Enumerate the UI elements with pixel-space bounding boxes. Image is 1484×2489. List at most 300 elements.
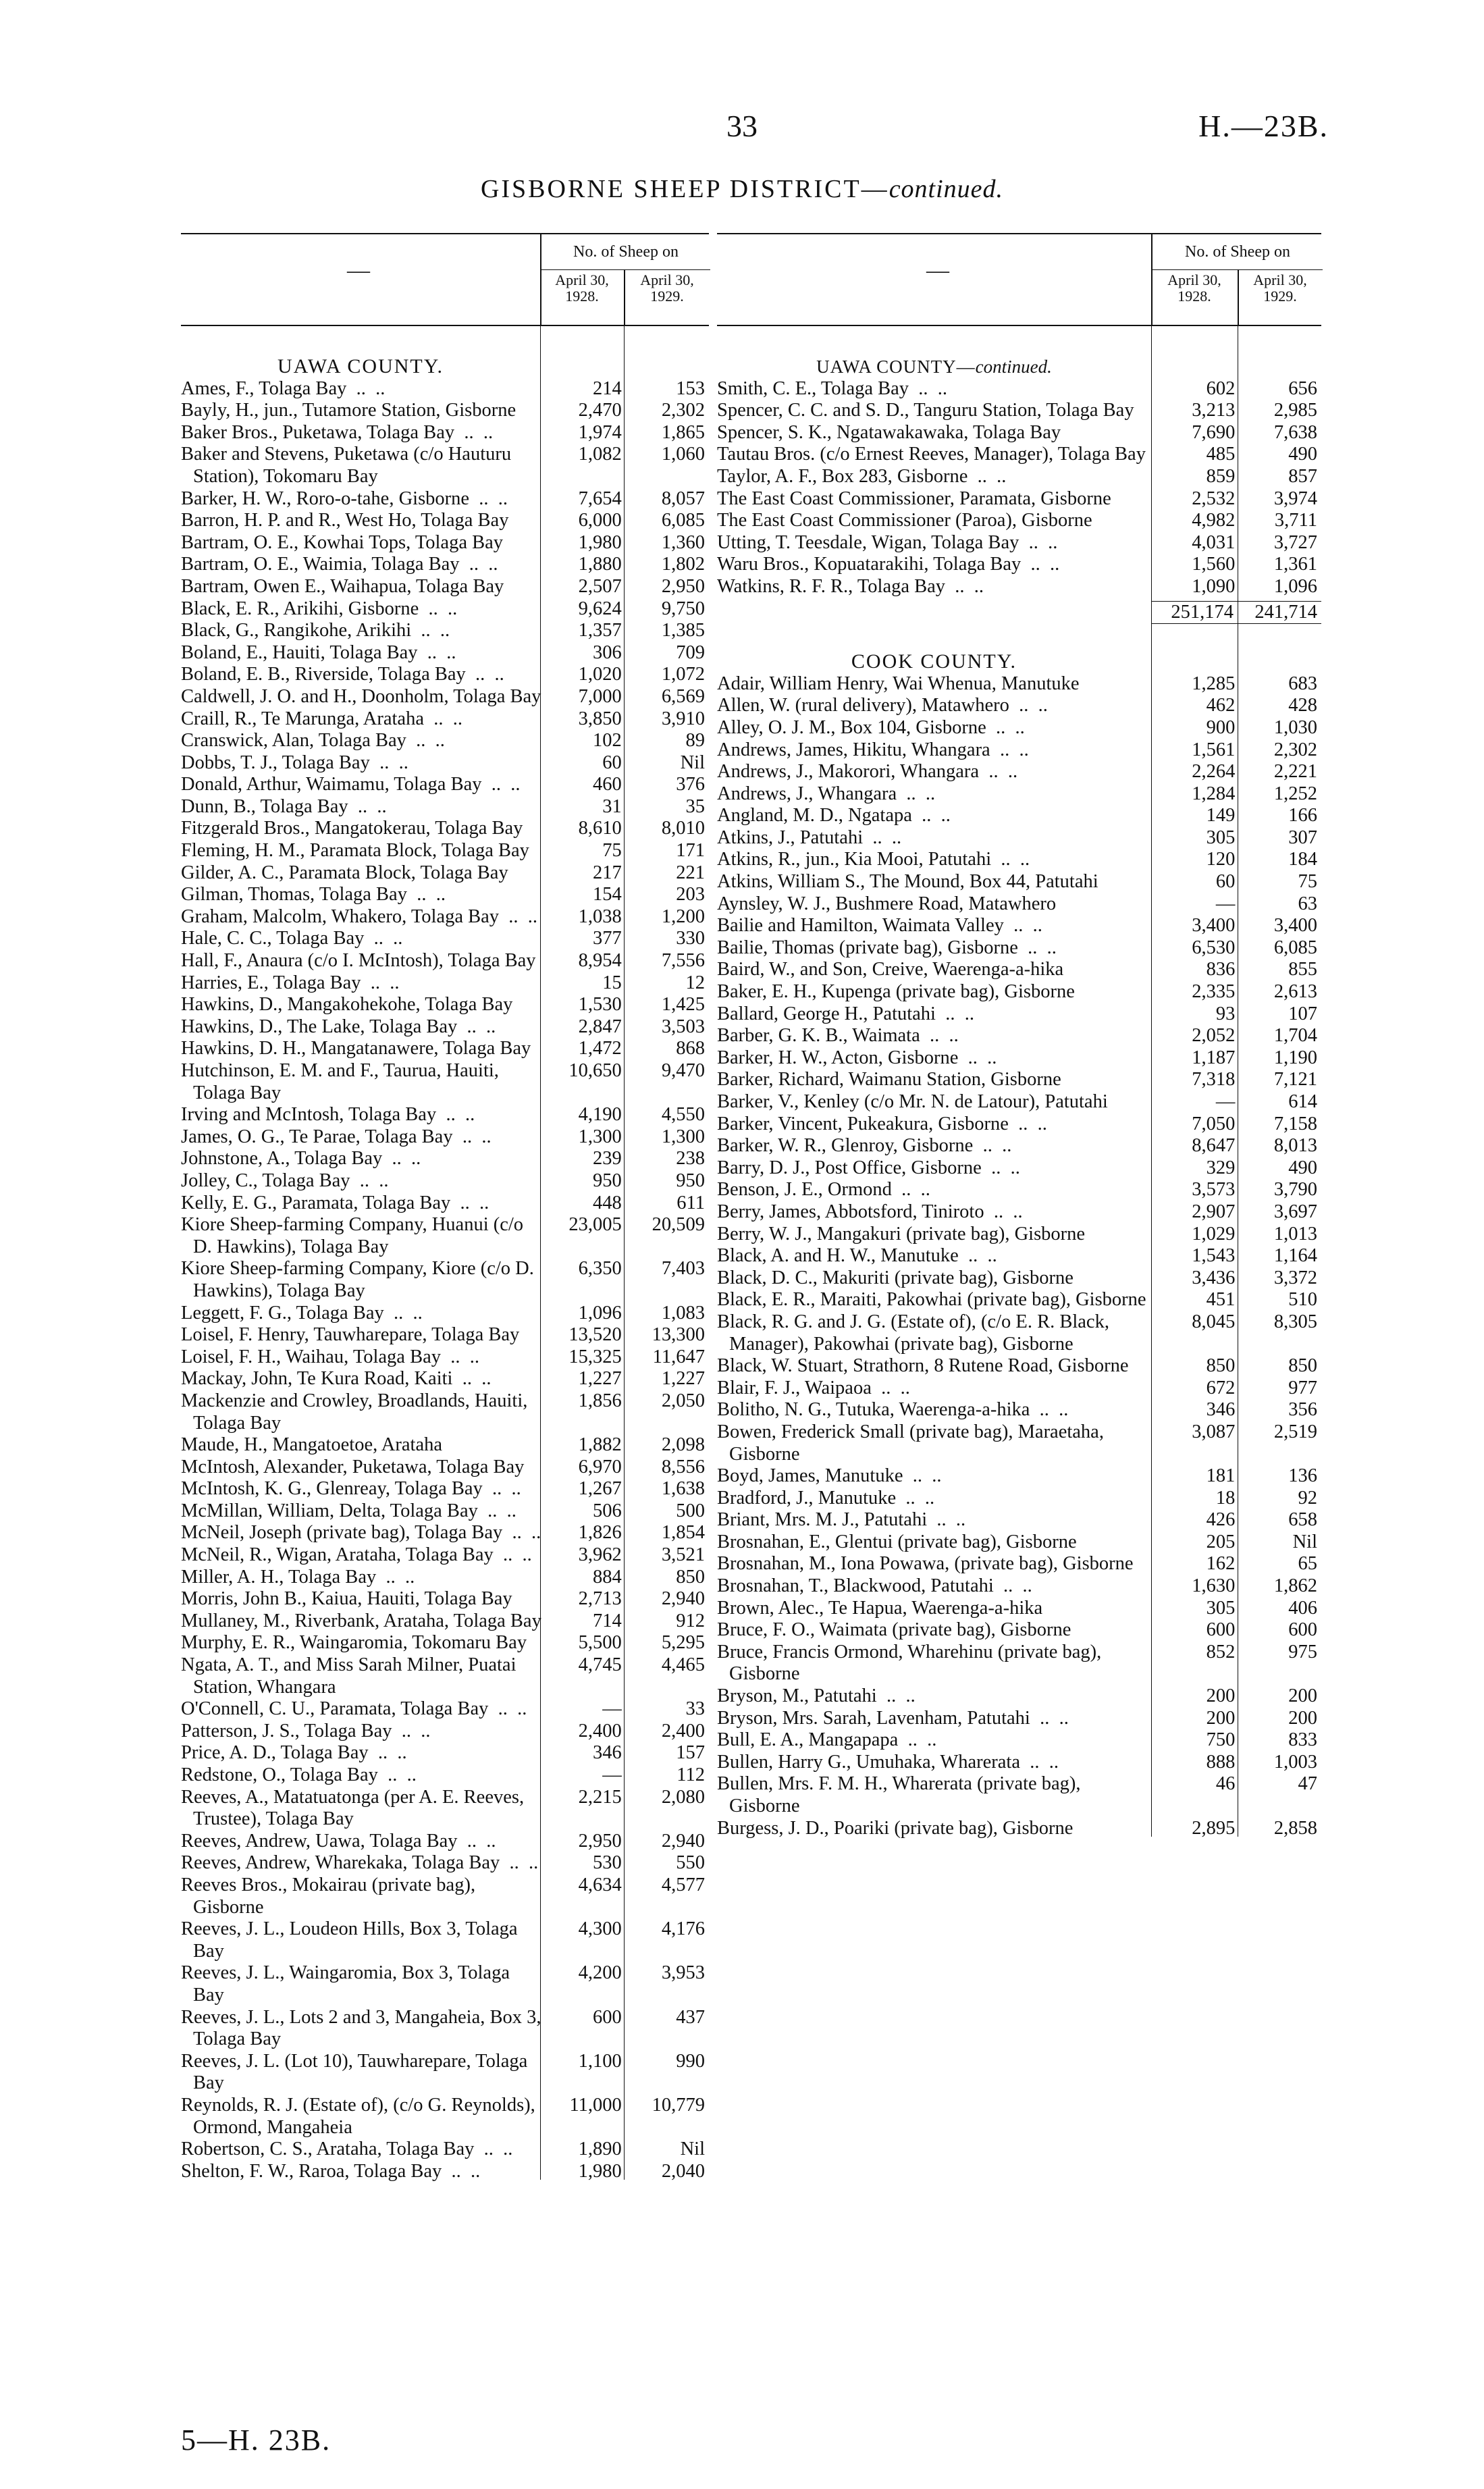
table-row bbox=[181, 752, 709, 775]
sheep-1928: 214 bbox=[593, 377, 622, 399]
table-row bbox=[717, 827, 1321, 849]
sheep-1929: 3,711 bbox=[1274, 510, 1317, 531]
sheep-1928: 75 bbox=[602, 840, 622, 862]
sheep-1928: 448 bbox=[593, 1192, 622, 1213]
owner-name: Atkins, William S., The Mound, Box 44, Patutahi bbox=[717, 871, 1098, 893]
sheep-1929: 136 bbox=[1288, 1465, 1317, 1487]
sheep-1929: 3,372 bbox=[1273, 1267, 1317, 1288]
sheep-1929: 33 bbox=[685, 1698, 705, 1720]
table-row bbox=[717, 1355, 1321, 1378]
table-row bbox=[717, 1267, 1321, 1290]
owner-name: Bruce, Francis Ormond, Wharehinu (private bag), Gisborne bbox=[717, 1641, 1102, 1685]
sheep-1928: 217 bbox=[593, 862, 622, 883]
sheep-1929: 92 bbox=[1298, 1487, 1317, 1509]
table-row bbox=[181, 444, 709, 488]
sheep-1928: 3,087 bbox=[1192, 1421, 1236, 1442]
sheep-1929: 5,295 bbox=[661, 1632, 705, 1654]
table-row bbox=[181, 1368, 709, 1390]
table-row bbox=[181, 906, 709, 928]
table-row bbox=[181, 532, 709, 554]
sheep-1928: 600 bbox=[1206, 1619, 1236, 1641]
owner-name: Dunn, B., Tolaga Bay .. .. bbox=[181, 795, 387, 817]
sheep-1928: 3,213 bbox=[1192, 400, 1236, 421]
total-1928: 251,174 bbox=[1171, 601, 1234, 623]
owner-name: Shelton, F. W., Raroa, Tolaga Bay .. .. bbox=[181, 2160, 481, 2182]
sheep-1929: 990 bbox=[676, 2050, 705, 2072]
table-row bbox=[181, 1434, 709, 1457]
sheep-1929: 2,080 bbox=[661, 1786, 705, 1808]
table-row bbox=[717, 783, 1321, 806]
owner-name: Mackay, John, Te Kura Road, Kaiti .. .. bbox=[181, 1368, 492, 1390]
sheep-1928: 346 bbox=[593, 1742, 622, 1764]
sheep-1928: 4,982 bbox=[1192, 510, 1236, 531]
owner-name: Reeves, J. L., Loudeon Hills, Box 3, Tolaga Bay bbox=[181, 1918, 518, 1962]
table-row bbox=[717, 400, 1321, 422]
owner-name: The East Coast Commissioner (Paroa), Gisborne bbox=[717, 510, 1092, 531]
table-row bbox=[181, 730, 709, 752]
owner-name: Waru Bros., Kopuatarakihi, Tolaga Bay .. .. bbox=[717, 554, 1060, 575]
sheep-1928: 2,532 bbox=[1192, 488, 1236, 509]
sheep-1928: 1,357 bbox=[578, 620, 622, 641]
document-reference: H.—23B. bbox=[1198, 109, 1329, 143]
owner-name: Andrews, J., Whangara .. .. bbox=[717, 783, 936, 804]
sheep-1929: 2,400 bbox=[661, 1720, 705, 1741]
table-row bbox=[717, 1289, 1321, 1311]
table-row bbox=[181, 1500, 709, 1523]
sheep-1928: 1,560 bbox=[1192, 554, 1236, 575]
owner-name: McMillan, William, Delta, Tolaga Bay .. .. bbox=[181, 1500, 516, 1521]
table-row bbox=[717, 739, 1321, 762]
table-row bbox=[717, 1157, 1321, 1180]
table-row bbox=[717, 1069, 1321, 1091]
sheep-1928: 888 bbox=[1206, 1751, 1236, 1773]
owner-name: Craill, R., Te Marunga, Arataha .. .. bbox=[181, 708, 462, 729]
sheep-1928: 714 bbox=[593, 1610, 622, 1631]
sheep-1929: 8,305 bbox=[1273, 1311, 1317, 1332]
table-row bbox=[717, 422, 1321, 444]
sheep-1928: 4,190 bbox=[578, 1104, 622, 1126]
table-row bbox=[181, 1016, 709, 1039]
sheep-1928: 4,300 bbox=[578, 1918, 622, 1940]
sheep-1929: 35 bbox=[685, 795, 705, 817]
table-row bbox=[717, 444, 1321, 466]
sheep-1928: 10,650 bbox=[568, 1060, 622, 1081]
table-row bbox=[181, 1038, 709, 1060]
owner-name: Ngata, A. T., and Miss Sarah Milner, Puatai Station, Whangara bbox=[181, 1654, 516, 1698]
sheep-1928: 1,890 bbox=[578, 2139, 622, 2160]
sheep-1929: 868 bbox=[676, 1038, 705, 1059]
table-row bbox=[717, 915, 1321, 937]
sheep-1929: 65 bbox=[1298, 1553, 1317, 1575]
table-row bbox=[717, 1598, 1321, 1620]
sheep-1929: 4,465 bbox=[661, 1654, 705, 1676]
table-row bbox=[717, 805, 1321, 827]
table-row bbox=[181, 642, 709, 664]
sheep-1929: 3,910 bbox=[661, 708, 705, 729]
table-row bbox=[717, 1729, 1321, 1752]
sheep-1928: 1,561 bbox=[1192, 739, 1236, 760]
table-row bbox=[181, 2139, 709, 2161]
owner-name: Smith, C. E., Tolaga Bay .. .. bbox=[717, 377, 948, 399]
owner-name: Barry, D. J., Post Office, Gisborne .. .. bbox=[717, 1157, 1020, 1178]
sheep-1929: 833 bbox=[1288, 1729, 1317, 1751]
sheep-1929: 1,638 bbox=[661, 1478, 705, 1500]
owner-name: Cranswick, Alan, Tolaga Bay .. .. bbox=[181, 730, 445, 752]
sheep-1928: 15,325 bbox=[568, 1346, 622, 1367]
owner-name: Reeves, Andrew, Wharekaka, Tolaga Bay .. .. bbox=[181, 1852, 539, 1874]
sheep-1928: 2,335 bbox=[1192, 981, 1236, 1003]
sheep-1929: 428 bbox=[1288, 695, 1317, 716]
sheep-1929: 221 bbox=[676, 862, 705, 883]
owner-name: Allen, W. (rural delivery), Matawhero .. .. bbox=[717, 695, 1048, 716]
sheep-1928: 1,880 bbox=[578, 554, 622, 575]
table-row bbox=[181, 950, 709, 972]
owner-name: Bailie, Thomas (private bag), Gisborne .. .. bbox=[717, 937, 1057, 958]
uawa-continued-heading-suffix: continued. bbox=[975, 357, 1052, 377]
table-row bbox=[181, 1522, 709, 1544]
sheep-1929: 8,013 bbox=[1273, 1135, 1317, 1157]
owner-name: Barber, G. K. B., Waimata .. .. bbox=[717, 1025, 959, 1047]
sheep-1928: 13,520 bbox=[568, 1324, 622, 1346]
owner-name: O'Connell, C. U., Paramata, Tolaga Bay .. .. bbox=[181, 1698, 527, 1720]
sheep-1928: 2,215 bbox=[578, 1786, 622, 1808]
table-row bbox=[181, 400, 709, 422]
sheep-1928: 9,624 bbox=[578, 598, 622, 619]
table-row bbox=[181, 1193, 709, 1215]
owner-name: Bruce, F. O., Waimata (private bag), Gisborne bbox=[717, 1619, 1071, 1641]
sheep-1928: 6,970 bbox=[578, 1456, 622, 1477]
owner-name: Bayly, H., jun., Tutamore Station, Gisborne bbox=[181, 400, 516, 421]
table-row bbox=[717, 1114, 1321, 1136]
owner-name: Hutchinson, E. M. and F., Taurua, Hauiti, Tolaga Bay bbox=[181, 1060, 499, 1103]
sheep-1929: 171 bbox=[676, 840, 705, 862]
table-row bbox=[181, 2051, 709, 2095]
sheep-1929: 850 bbox=[1288, 1355, 1317, 1377]
uawa-county-continued-heading bbox=[717, 356, 1151, 378]
sheep-1929: 500 bbox=[676, 1500, 705, 1521]
owner-name: Black, E. R., Maraiti, Pakowhai (private bag), Gisborne bbox=[717, 1289, 1146, 1311]
table-row bbox=[717, 1818, 1321, 1840]
owner-name: Baker Bros., Puketawa, Tolaga Bay .. .. bbox=[181, 421, 494, 443]
owner-name: Irving and McIntosh, Tolaga Bay .. .. bbox=[181, 1104, 475, 1126]
sheep-1929: 2,950 bbox=[661, 575, 705, 597]
owner-name: Taylor, A. F., Box 283, Gisborne .. .. bbox=[717, 465, 1007, 487]
table-row bbox=[181, 862, 709, 885]
sheep-1929: 3,521 bbox=[661, 1544, 705, 1566]
sheep-1928: 200 bbox=[1206, 1707, 1236, 1729]
owner-name: McNeil, Joseph (private bag), Tolaga Bay .. .. bbox=[181, 1522, 541, 1544]
sheep-1929: 1,802 bbox=[661, 554, 705, 575]
sheep-1929: 6,085 bbox=[1273, 937, 1317, 958]
owner-name: Hall, F., Anaura (c/o I. McIntosh), Tolaga Bay bbox=[181, 950, 536, 972]
table-row bbox=[717, 1421, 1321, 1465]
sheep-1928: 884 bbox=[593, 1566, 622, 1588]
sheep-1929: 1,252 bbox=[1273, 783, 1317, 804]
uawa-county-heading: UAWA COUNTY. bbox=[277, 355, 444, 377]
table-row bbox=[717, 959, 1321, 981]
sheep-1929: 1,164 bbox=[1273, 1245, 1317, 1267]
sheep-1929: 1,300 bbox=[661, 1126, 705, 1147]
sheep-1928: 120 bbox=[1206, 849, 1236, 870]
table-row bbox=[181, 1721, 709, 1743]
owner-name: Reeves, Andrew, Uawa, Tolaga Bay .. .. bbox=[181, 1830, 496, 1852]
sheep-1928: 1,530 bbox=[578, 994, 622, 1016]
sheep-1929: 4,577 bbox=[661, 1874, 705, 1895]
page-number: 33 bbox=[726, 109, 758, 143]
sheep-1928: 1,284 bbox=[1192, 783, 1236, 804]
sheep-1929: 112 bbox=[677, 1764, 705, 1785]
sheep-1929: 3,503 bbox=[661, 1016, 705, 1037]
owner-name: Gilman, Thomas, Tolaga Bay .. .. bbox=[181, 884, 446, 906]
sheep-1929: 63 bbox=[1298, 893, 1317, 914]
table-row bbox=[717, 1553, 1321, 1575]
owner-name: Caldwell, J. O. and H., Doonholm, Tolaga Bay bbox=[181, 685, 541, 707]
table-row bbox=[717, 893, 1321, 916]
sheep-1929: 2,519 bbox=[1273, 1421, 1317, 1442]
sheep-1928: 60 bbox=[602, 752, 622, 773]
table-row bbox=[717, 1575, 1321, 1598]
table-row bbox=[181, 1632, 709, 1654]
sheep-1929: 490 bbox=[1288, 1157, 1317, 1178]
table-row bbox=[181, 576, 709, 598]
owner-name: Bryson, M., Patutahi .. .. bbox=[717, 1685, 916, 1707]
table-row bbox=[717, 1488, 1321, 1510]
sheep-1928: 7,654 bbox=[578, 488, 622, 509]
table-row bbox=[717, 1619, 1321, 1642]
left-header-sheep-on: No. of Sheep on bbox=[540, 234, 710, 270]
sheep-1929: 12 bbox=[685, 972, 705, 993]
sheep-1928: 11,000 bbox=[569, 2094, 622, 2116]
sheep-1928: 46 bbox=[1215, 1773, 1236, 1795]
sheep-1929: 1,385 bbox=[661, 620, 705, 641]
sheep-1928: 1,856 bbox=[578, 1390, 622, 1411]
owner-name: Atkins, R., jun., Kia Mooi, Patutahi .. .. bbox=[717, 849, 1030, 870]
owner-name: Bullen, Harry G., Umuhaka, Wharerata .. .. bbox=[717, 1751, 1059, 1773]
sheep-1928: 1,187 bbox=[1192, 1047, 1236, 1068]
table-row bbox=[181, 1588, 709, 1610]
sheep-1929: 2,302 bbox=[1273, 739, 1317, 760]
sheep-1928: 506 bbox=[593, 1500, 622, 1521]
sheep-1928: 239 bbox=[593, 1148, 622, 1170]
sheep-1928: 200 bbox=[1206, 1685, 1236, 1707]
table-row bbox=[717, 1531, 1321, 1554]
sheep-1929: 614 bbox=[1288, 1091, 1317, 1112]
sheep-1928: 329 bbox=[1206, 1157, 1236, 1178]
table-row bbox=[181, 1742, 709, 1764]
sheep-1929: 1,190 bbox=[1273, 1047, 1317, 1068]
owner-name: Hawkins, D. H., Mangatanawere, Tolaga Bay bbox=[181, 1038, 531, 1059]
sheep-1928: 1,826 bbox=[578, 1522, 622, 1544]
table-row bbox=[181, 708, 709, 731]
sheep-1929: 3,974 bbox=[1273, 488, 1317, 509]
table-row bbox=[181, 422, 709, 444]
owner-name: Gilder, A. C., Paramata Block, Tolaga Bay bbox=[181, 862, 508, 883]
table-row bbox=[181, 598, 709, 621]
sheep-1929: 203 bbox=[676, 884, 705, 906]
sheep-1928: 900 bbox=[1206, 716, 1236, 738]
sheep-1928: 7,690 bbox=[1192, 421, 1236, 443]
sheep-1929: 1,096 bbox=[1273, 575, 1317, 597]
table-row bbox=[717, 1224, 1321, 1246]
table-row bbox=[181, 2095, 709, 2139]
sheep-1929: 1,227 bbox=[661, 1368, 705, 1390]
table-row bbox=[181, 1787, 709, 1831]
sheep-1928: 462 bbox=[1206, 695, 1236, 716]
table-row bbox=[717, 1642, 1321, 1685]
owner-name: Spencer, C. C. and S. D., Tanguru Station, Tolaga Bay bbox=[717, 400, 1134, 421]
table-row bbox=[181, 378, 709, 400]
table-row bbox=[181, 1544, 709, 1567]
sheep-1929: 1,072 bbox=[661, 664, 705, 685]
table-row bbox=[181, 664, 709, 686]
table-row bbox=[717, 1135, 1321, 1157]
sheep-1928: 7,000 bbox=[578, 685, 622, 707]
owner-name: Black, W. Stuart, Strathorn, 8 Rutene Road, Gisborne bbox=[717, 1355, 1129, 1377]
sheep-1928: 4,031 bbox=[1192, 531, 1236, 553]
owner-name: Burgess, J. D., Poariki (private bag), Gisborne bbox=[717, 1817, 1074, 1839]
owner-name: Reeves, J. L., Lots 2 and 3, Mangaheia, Box 3, Tolaga Bay bbox=[181, 2006, 541, 2050]
sheep-1928: 2,907 bbox=[1192, 1201, 1236, 1222]
table-row bbox=[717, 576, 1321, 598]
table-row bbox=[181, 510, 709, 532]
sheep-1928: 4,634 bbox=[578, 1874, 622, 1895]
table-row bbox=[181, 1831, 709, 1853]
sheep-1929: 9,750 bbox=[661, 598, 705, 619]
sheep-1928: — bbox=[602, 1698, 622, 1720]
page-footer: 5—H. 23B. bbox=[181, 2424, 332, 2457]
left-table bbox=[181, 233, 709, 2182]
owner-name: McIntosh, K. G., Glenreay, Tolaga Bay .. .. bbox=[181, 1478, 521, 1500]
sheep-1928: 1,029 bbox=[1192, 1223, 1236, 1244]
sheep-1929: 3,697 bbox=[1273, 1201, 1317, 1222]
sheep-1929: 8,556 bbox=[661, 1456, 705, 1477]
owner-name: Baker and Stevens, Puketawa (c/o Hauturu Station), Tokomaru Bay bbox=[181, 444, 512, 487]
owner-name: Hale, C. C., Tolaga Bay .. .. bbox=[181, 928, 403, 949]
table-row bbox=[717, 1399, 1321, 1421]
owner-name: Kelly, E. G., Paramata, Tolaga Bay .. .. bbox=[181, 1192, 489, 1213]
sheep-1929: 13,300 bbox=[652, 1324, 705, 1346]
sheep-1928: 8,610 bbox=[578, 818, 622, 839]
table-row bbox=[181, 1852, 709, 1875]
sheep-1928: 31 bbox=[602, 795, 622, 817]
owner-name: Atkins, J., Patutahi .. .. bbox=[717, 827, 902, 848]
sheep-1929: 157 bbox=[676, 1742, 705, 1764]
page-title bbox=[0, 174, 1484, 204]
left-header-col-1928: April 30, 1928. bbox=[555, 271, 609, 305]
owner-name: Fitzgerald Bros., Mangatokerau, Tolaga Bay bbox=[181, 818, 523, 839]
table-row bbox=[181, 1918, 709, 1962]
sheep-1928: 8,954 bbox=[578, 950, 622, 972]
table-row bbox=[181, 840, 709, 862]
sheep-1928: 602 bbox=[1206, 377, 1236, 399]
table-row bbox=[181, 488, 709, 510]
left-header-dash: — bbox=[347, 258, 370, 283]
sheep-1929: 10,779 bbox=[652, 2094, 705, 2116]
sheep-1929: 238 bbox=[676, 1148, 705, 1170]
sheep-1929: 330 bbox=[676, 928, 705, 949]
table-row bbox=[181, 1126, 709, 1149]
owner-name: Alley, O. J. M., Box 104, Gisborne .. .. bbox=[717, 716, 1025, 738]
sheep-1928: 18 bbox=[1215, 1487, 1236, 1509]
owner-name: Bartram, O. E., Kowhai Tops, Tolaga Bay bbox=[181, 531, 503, 553]
sheep-1928: 4,200 bbox=[578, 1962, 622, 1984]
sheep-1928: 2,264 bbox=[1192, 761, 1236, 783]
sheep-1929: 200 bbox=[1288, 1707, 1317, 1729]
table-row bbox=[181, 1324, 709, 1346]
sheep-1928: 1,882 bbox=[578, 1434, 622, 1456]
table-row bbox=[181, 1610, 709, 1633]
sheep-1928: — bbox=[1215, 893, 1236, 914]
sheep-1928: 8,045 bbox=[1192, 1311, 1236, 1332]
owner-name: Kiore Sheep-farming Company, Kiore (c/o D. Hawkins), Tolaga Bay bbox=[181, 1258, 534, 1301]
owner-name: Black, D. C., Makuriti (private bag), Gisborne bbox=[717, 1267, 1074, 1288]
left-table-body bbox=[181, 326, 709, 2182]
left-table-header bbox=[181, 233, 709, 326]
page-title-main: GISBORNE SHEEP DISTRICT— bbox=[480, 175, 889, 203]
table-row bbox=[717, 1025, 1321, 1047]
owner-name: Bartram, Owen E., Waihapua, Tolaga Bay bbox=[181, 575, 504, 597]
owner-name: Benson, J. E., Ormond .. .. bbox=[717, 1179, 930, 1201]
table-row bbox=[181, 1654, 709, 1698]
table-row bbox=[717, 1752, 1321, 1774]
table-row bbox=[717, 937, 1321, 960]
table-row bbox=[717, 981, 1321, 1003]
owner-name: Patterson, J. S., Tolaga Bay .. .. bbox=[181, 1720, 431, 1741]
sheep-1928: 4,745 bbox=[578, 1654, 622, 1676]
sheep-1929: 184 bbox=[1288, 849, 1317, 870]
owner-name: Bailie and Hamilton, Waimata Valley .. .. bbox=[717, 915, 1042, 937]
sheep-1928: 852 bbox=[1206, 1641, 1236, 1662]
table-row bbox=[717, 378, 1321, 400]
sheep-1929: 153 bbox=[676, 377, 705, 399]
owner-name: Robertson, C. S., Arataha, Tolaga Bay .. .. bbox=[181, 2139, 513, 2160]
sheep-1928: 1,090 bbox=[1192, 575, 1236, 597]
owner-name: Morris, John B., Kaiua, Hauiti, Tolaga Bay bbox=[181, 1588, 512, 1610]
table-row bbox=[717, 488, 1321, 510]
owner-name: Black, G., Rangikohe, Arikihi .. .. bbox=[181, 620, 450, 641]
sheep-1929: 683 bbox=[1288, 673, 1317, 694]
sheep-1929: Nil bbox=[1292, 1531, 1317, 1552]
sheep-1928: 6,530 bbox=[1192, 937, 1236, 958]
sheep-1928: 3,962 bbox=[578, 1544, 622, 1566]
sheep-1929: 1,060 bbox=[661, 444, 705, 465]
sheep-1928: 2,052 bbox=[1192, 1025, 1236, 1047]
uawa-continued-heading-main: UAWA COUNTY— bbox=[816, 357, 976, 377]
sheep-1929: 437 bbox=[676, 2006, 705, 2028]
sheep-1929: 950 bbox=[676, 1170, 705, 1191]
sheep-1928: 1,472 bbox=[578, 1038, 622, 1059]
owner-name: McIntosh, Alexander, Puketawa, Tolaga Bay bbox=[181, 1456, 525, 1477]
sheep-1928: 836 bbox=[1206, 959, 1236, 980]
sheep-1929: 3,790 bbox=[1273, 1179, 1317, 1201]
sheep-1928: 1,100 bbox=[578, 2050, 622, 2072]
table-row bbox=[181, 928, 709, 950]
table-row bbox=[717, 1003, 1321, 1026]
sheep-1929: 2,940 bbox=[661, 1588, 705, 1610]
table-row bbox=[181, 620, 709, 642]
owner-name: Aynsley, W. J., Bushmere Road, Matawhero bbox=[717, 893, 1057, 914]
owner-name: Barker, H. W., Roro-o-tahe, Gisborne .. .. bbox=[181, 488, 508, 509]
cook-county-heading: COOK COUNTY. bbox=[851, 650, 1017, 673]
owner-name: Donald, Arthur, Waimamu, Tolaga Bay .. .. bbox=[181, 774, 521, 795]
sheep-1929: 912 bbox=[676, 1610, 705, 1631]
sheep-1929: 1,360 bbox=[661, 531, 705, 553]
table-row bbox=[181, 554, 709, 576]
sheep-1929: 7,638 bbox=[1273, 421, 1317, 443]
owner-name: Fleming, H. M., Paramata Block, Tolaga Bay bbox=[181, 840, 529, 862]
sheep-1929: 1,361 bbox=[1273, 554, 1317, 575]
owner-name: Berry, James, Abbotsford, Tiniroto .. .. bbox=[717, 1201, 1023, 1222]
